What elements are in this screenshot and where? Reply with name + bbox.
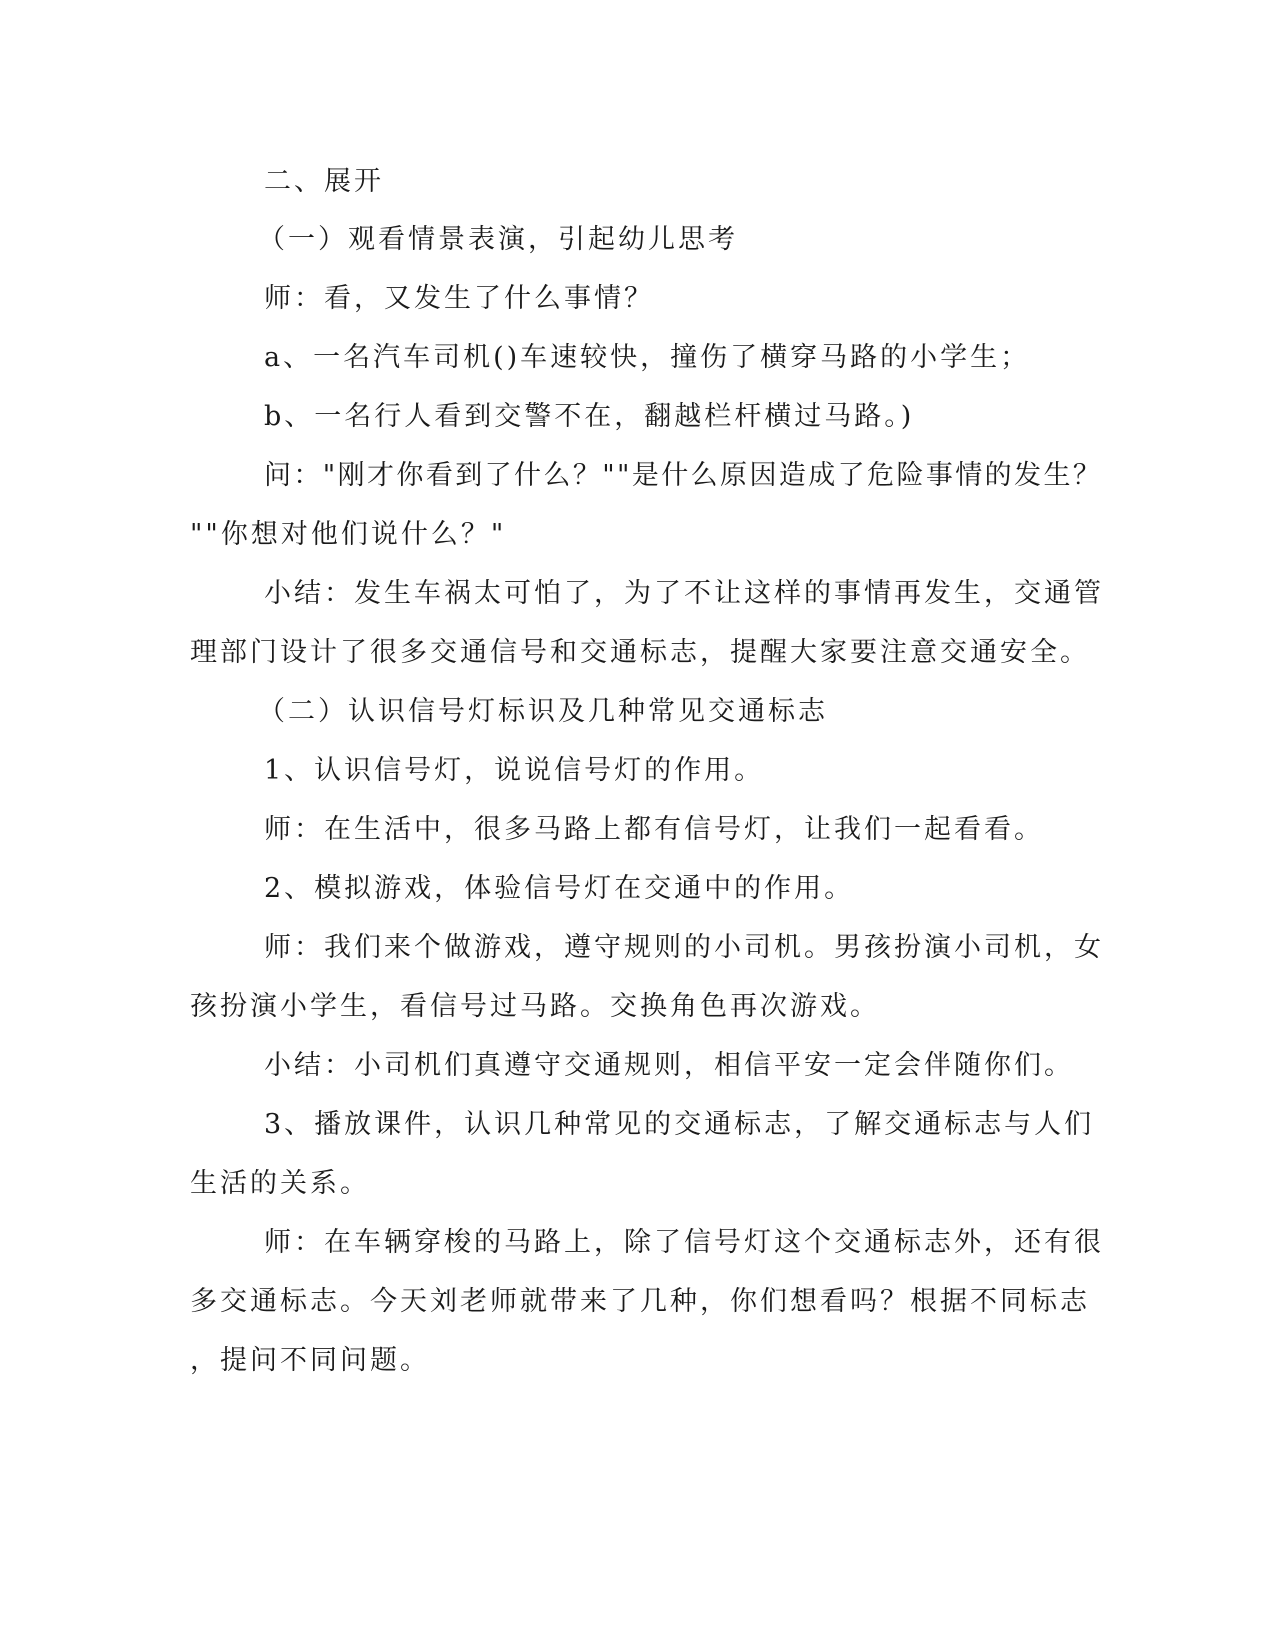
item-1: 1、认识信号灯，说说信号灯的作用。: [264, 755, 765, 786]
summary-1-line-1: 小结：发生车祸太可怕了，为了不让这样的事情再发生，交通管: [264, 578, 1104, 609]
question-line-1: 问："刚才你看到了什么？""是什么原因造成了危险事情的发生？: [264, 460, 1103, 491]
item-3-line-2: 生活的关系。: [190, 1168, 370, 1199]
scenario-b: b、一名行人看到交警不在，翻越栏杆横过马路。): [264, 401, 915, 432]
scenario-a: a、一名汽车司机()车速较快，撞伤了横穿马路的小学生；: [264, 342, 1031, 373]
item-3-line-1: 3、播放课件，认识几种常见的交通标志，了解交通标志与人们: [264, 1109, 1095, 1140]
section-heading: 二、展开: [264, 166, 384, 197]
subsection-heading-1: （一）观看情景表演，引起幼儿思考: [258, 224, 738, 255]
teacher-line-4c: ，提问不同问题。: [190, 1345, 430, 1376]
summary-2: 小结：小司机们真遵守交通规则，相信平安一定会伴随你们。: [264, 1050, 1074, 1081]
teacher-line-2: 师：在生活中，很多马路上都有信号灯，让我们一起看看。: [264, 814, 1044, 845]
teacher-line-3a: 师：我们来个做游戏，遵守规则的小司机。男孩扮演小司机，女: [264, 932, 1104, 963]
teacher-line-3b: 孩扮演小学生，看信号过马路。交换角色再次游戏。: [190, 991, 880, 1022]
teacher-line-4b: 多交通标志。今天刘老师就带来了几种，你们想看吗？根据不同标志: [190, 1286, 1090, 1317]
teacher-line-4a: 师：在车辆穿梭的马路上，除了信号灯这个交通标志外，还有很: [264, 1227, 1104, 1258]
summary-1-line-2: 理部门设计了很多交通信号和交通标志，提醒大家要注意交通安全。: [190, 637, 1090, 668]
item-2: 2、模拟游戏，体验信号灯在交通中的作用。: [264, 873, 855, 904]
question-line-2: ""你想对他们说什么？": [190, 519, 507, 550]
subsection-heading-2: （二）认识信号灯标识及几种常见交通标志: [258, 696, 828, 727]
teacher-line-1: 师：看，又发生了什么事情？: [264, 283, 654, 314]
